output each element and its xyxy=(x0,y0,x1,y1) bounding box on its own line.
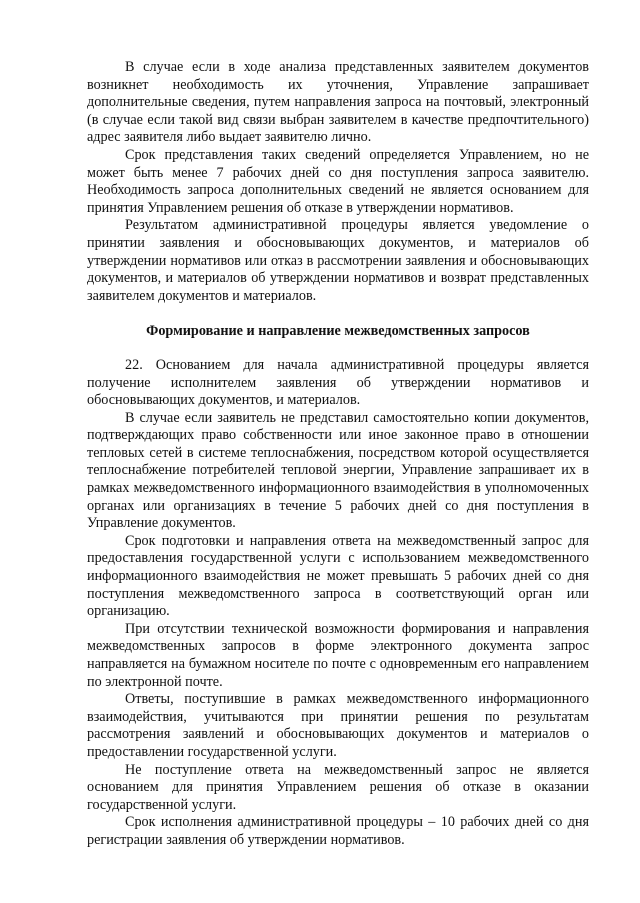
paragraph: Ответы, поступившие в рамках межведомственного информационного взаимодействия, учитываются при принятии решения по результатам рассмотрения заявлений и обосновывающих документов и материалов о предоставлении государственной услуги. xyxy=(87,691,589,760)
paragraph: Результатом административной процедуры является уведомление о принятии заявления и обосновывающих документов, и материалов об утверждении нормативов или отказ в рассмотрении заявления и обосновывающих документов, и материалов об утверждении нормативов и возврат представленных заявителем документов и материалов. xyxy=(87,217,589,304)
paragraph: При отсутствии технической возможности формирования и направления межведомственных запросов в форме электронного документа запрос направляется на бумажном носителе по почте с одновременным его направлением по электронной почте. xyxy=(87,620,589,690)
paragraph: Срок исполнения административной процедуры – 10 рабочих дней со дня регистрации заявления об утверждении нормативов. xyxy=(87,814,589,848)
section-heading: Формирование и направление межведомственных запросов xyxy=(146,323,530,340)
paragraph: В случае если заявитель не представил самостоятельно копии документов, подтверждающих право собственности или иное законное право в отношении тепловых сетей в системе теплоснабжения, посредством которой осуществляется теплоснабжение потребителей тепловой энергии, Управление запрашивает их в рамках межведомственного информационного взаимодействия в уполномоченных органах или организациях в течение 5 рабочих дней со дня поступления в Управление документов. xyxy=(87,409,589,532)
paragraph: Срок представления таких сведений определяется Управлением, но не может быть менее 7 рабочих дней со дня поступления запроса заявителю. Необходимость запроса дополнительных сведений не является основанием для принятия Управлением решения об отказе в утверждении нормативов. xyxy=(87,146,589,216)
paragraph: В случае если в ходе анализа представленных заявителем документов возникнет необходимость их уточнения, Управление запрашивает дополнительные сведения, путем направления запроса на почтовый, электронный (в случае если такой вид связи выбран заявителем в качестве предпочтительного) адрес заявителя либо выдает заявителю лично. xyxy=(87,59,589,146)
paragraph: Не поступление ответа на межведомственный запрос не является основанием для принятия Управлением решения об отказе в оказании государственной услуги. xyxy=(87,761,589,813)
document-body xyxy=(87,59,589,850)
paragraph: 22. Основанием для начала административной процедуры является получение исполнителем заявления об утверждении нормативов и обосновывающих документов, и материалов. xyxy=(87,356,589,409)
paragraph: Срок подготовки и направления ответа на межведомственный запрос для предоставления государственной услуги с использованием межведомственного информационного взаимодействия не может превышать 5 рабочих дней со дня поступления межведомственного запроса в соответствующий орган или организацию. xyxy=(87,532,589,620)
